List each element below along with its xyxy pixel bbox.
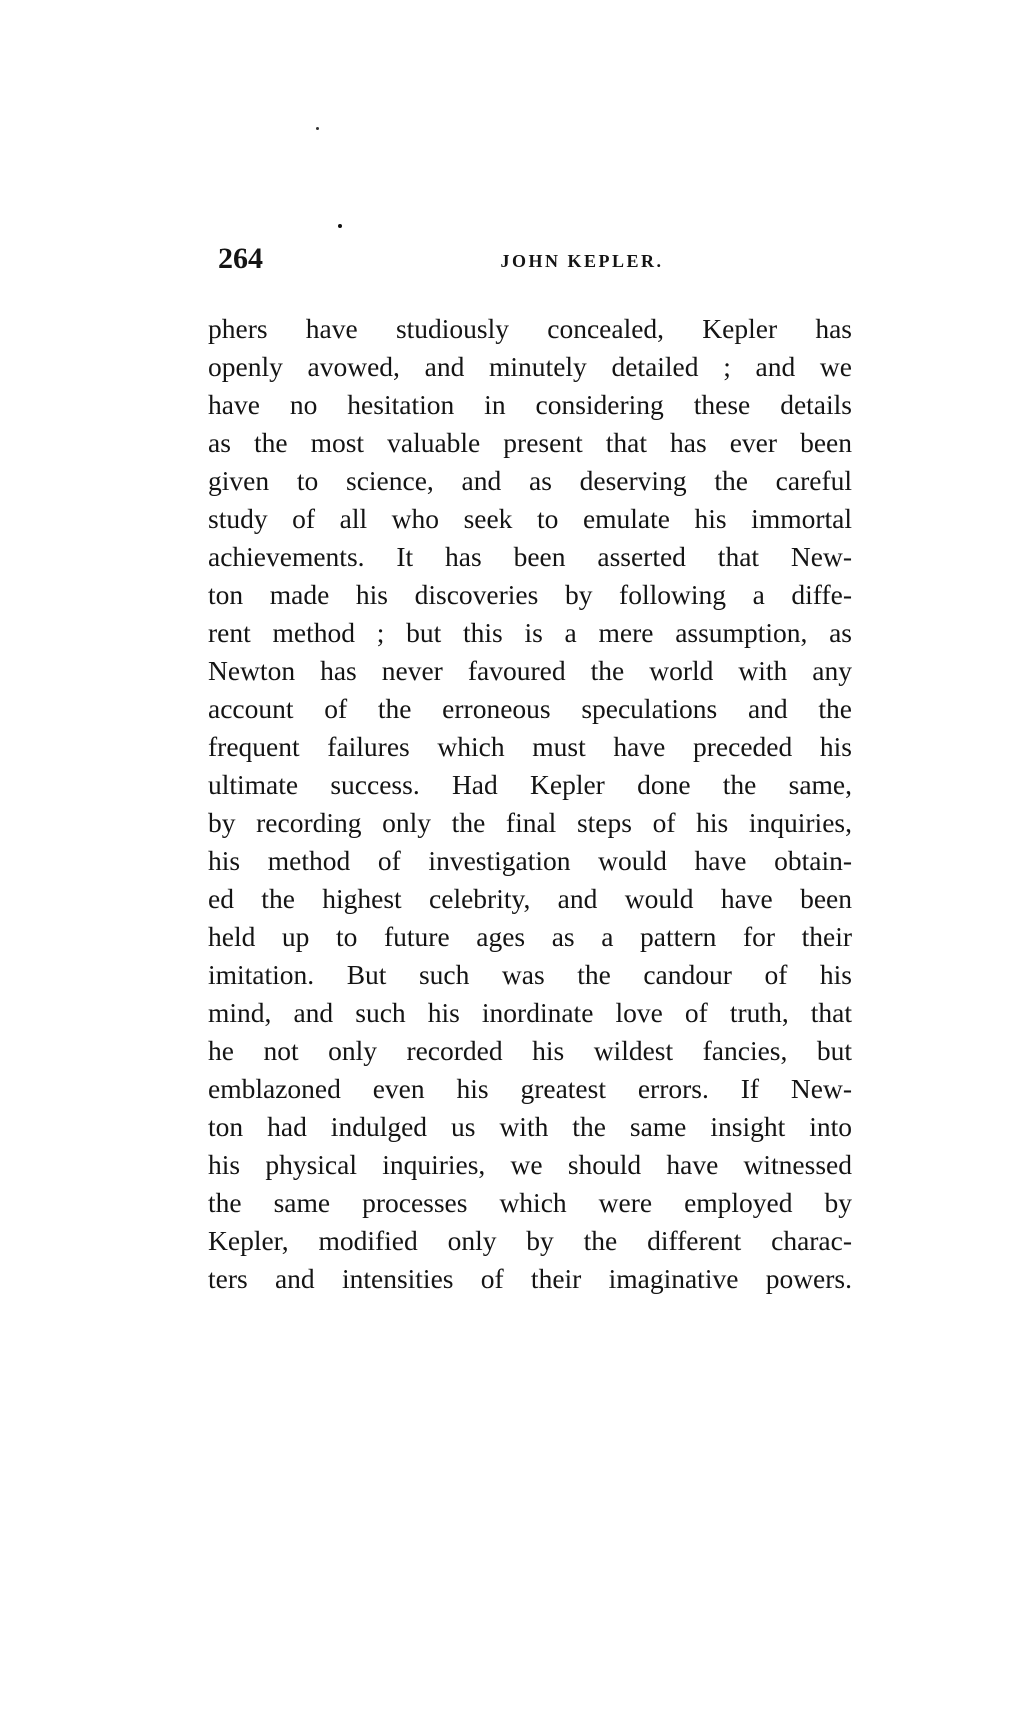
text-line: study of all who seek to emulate his immortal: [208, 503, 852, 534]
text-line: given to science, and as deserving the careful: [208, 465, 852, 496]
text-line: have no hesitation in considering these details: [208, 389, 852, 420]
text-line: his physical inquiries, we should have witnessed: [208, 1149, 852, 1180]
text-line: his method of investigation would have obtain-: [208, 845, 852, 876]
running-head: JOHN KEPLER.: [500, 251, 664, 271]
text-line: Newton has never favoured the world with any: [208, 655, 852, 686]
text-line: achievements. It has been asserted that New-: [208, 541, 852, 572]
page-number: 264: [218, 242, 263, 275]
text-line: ultimate success. Had Kepler done the same,: [208, 769, 852, 800]
text-line: as the most valuable present that has ever been: [208, 427, 852, 458]
text-line: phers have studiously concealed, Kepler has: [208, 313, 852, 344]
text-line: ters and intensities of their imaginative powers.: [208, 1263, 852, 1294]
text-line: the same processes which were employed by: [208, 1187, 852, 1218]
text-line: emblazoned even his greatest errors. If New-: [208, 1073, 852, 1104]
text-line: ton made his discoveries by following a diffe-: [208, 579, 852, 610]
text-line: mind, and such his inordinate love of truth, that: [208, 997, 852, 1028]
text-line: held up to future ages as a pattern for their: [208, 921, 852, 952]
ink-speck: [316, 127, 319, 130]
ink-speck: [338, 224, 342, 228]
text-line: frequent failures which must have preceded his: [208, 731, 852, 762]
text-line: rent method ; but this is a mere assumption, as: [208, 617, 852, 648]
text-line: he not only recorded his wildest fancies, but: [208, 1035, 852, 1066]
body-text: [208, 310, 852, 1298]
text-line: by recording only the final steps of his inquiries,: [208, 807, 852, 838]
text-line: ton had indulged us with the same insight into: [208, 1111, 852, 1142]
text-line: account of the erroneous speculations and the: [208, 693, 852, 724]
text-line: imitation. But such was the candour of his: [208, 959, 852, 990]
text-line: Kepler, modified only by the different charac-: [208, 1225, 852, 1256]
text-line: ed the highest celebrity, and would have been: [208, 883, 852, 914]
text-line: openly avowed, and minutely detailed ; and we: [208, 351, 852, 382]
